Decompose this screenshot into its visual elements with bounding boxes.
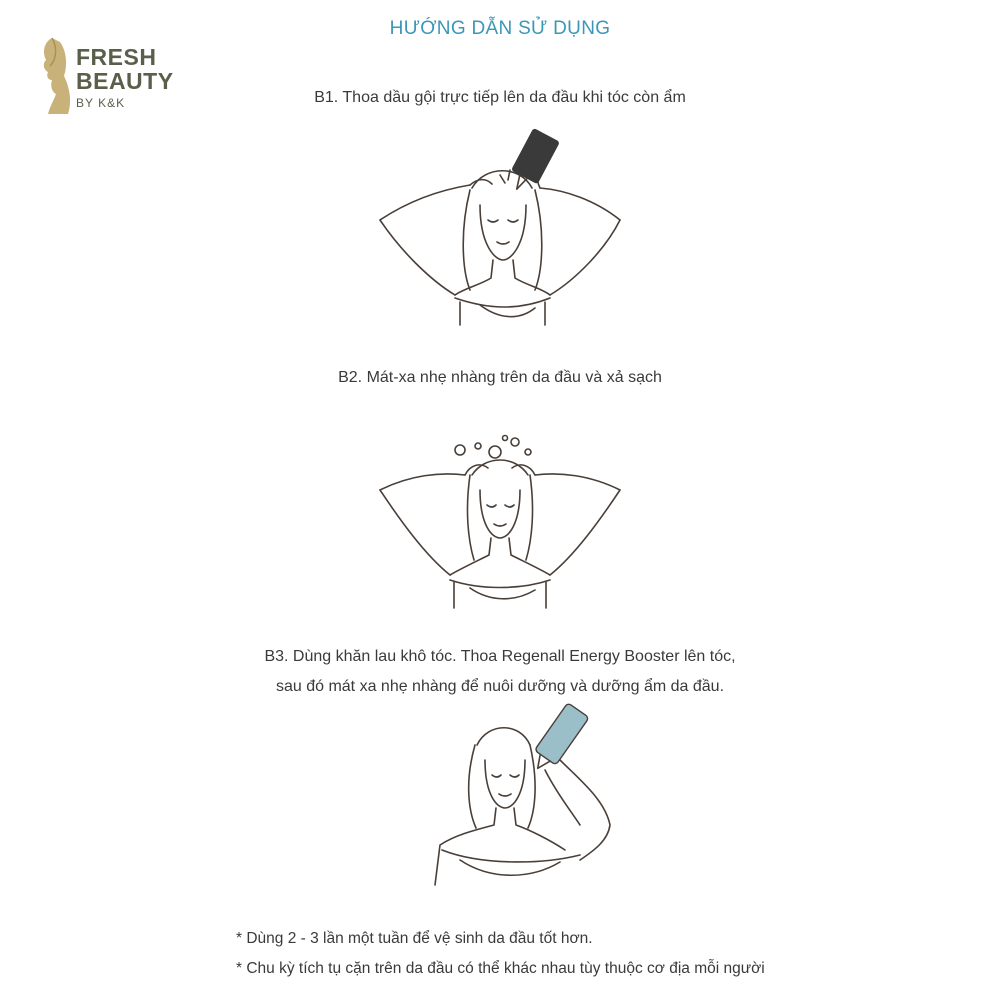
logo-text-fresh: FRESH xyxy=(76,44,157,70)
step-1-illustration xyxy=(360,120,640,330)
logo-text-byline: BY K&K xyxy=(76,96,126,110)
step-1-text: B1. Thoa dầu gội trực tiếp lên da đầu khi tóc còn ẩm xyxy=(314,89,686,106)
shampoo-bottle-icon xyxy=(504,128,560,197)
step-2-illustration xyxy=(370,430,630,610)
page-title: HƯỚNG DẪN SỬ DỤNG xyxy=(389,18,611,39)
step-2-text: B2. Mát-xa nhẹ nhàng trên da đầu và xả sạch xyxy=(338,369,662,386)
note-2: * Chu kỳ tích tụ cặn trên da đầu có thể khác nhau tùy thuộc cơ địa mỗi người xyxy=(236,960,765,977)
step-3-text-line-1: B3. Dùng khăn lau khô tóc. Thoa Regenall Energy Booster lên tóc, xyxy=(264,648,736,665)
step-3-illustration xyxy=(420,700,630,890)
serum-tube-icon xyxy=(527,703,589,776)
step-3-text-line-2: sau đó mát xa nhẹ nhàng để nuôi dưỡng và dưỡng ẩm da đầu. xyxy=(275,678,725,695)
note-1: * Dùng 2 - 3 lần một tuần để vệ sinh da đầu tốt hơn. xyxy=(236,930,593,947)
logo-text-beauty: BEAUTY xyxy=(76,68,174,94)
